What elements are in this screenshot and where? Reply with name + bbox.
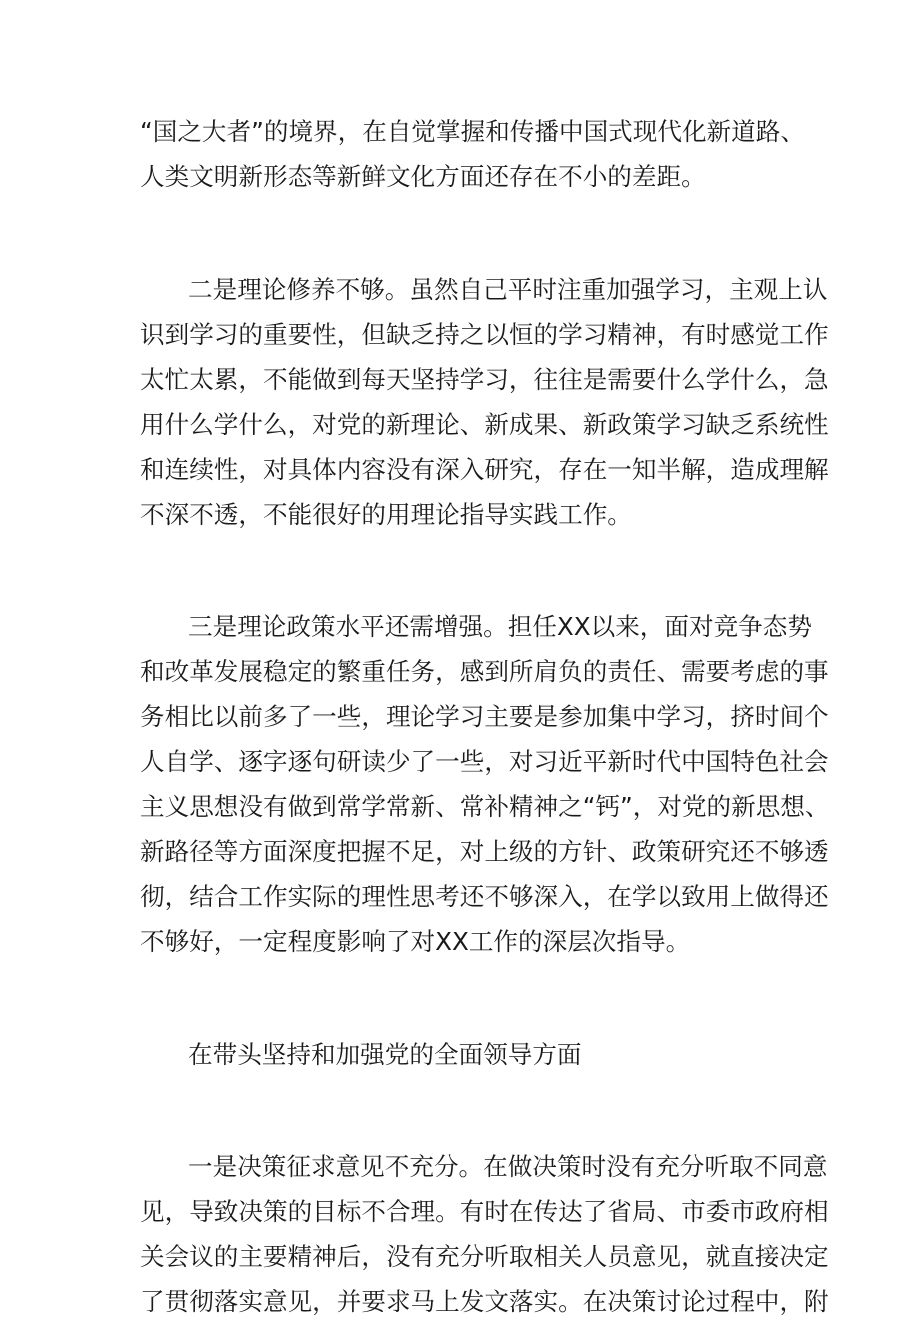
paragraph-5-line-4: 了贯彻落实意见，并要求马上发文落实。在决策讨论过程中，附 [140,1287,829,1316]
paragraph-3-line-8: 不够好，一定程度影响了对XX工作的深层次指导。 [140,927,691,956]
paragraph-3-line-2: 和改革发展稳定的繁重任务，感到所肩负的责任、需要考虑的事 [140,657,829,686]
paragraph-5-line-3: 关会议的主要精神后，没有充分听取相关人员意见，就直接决定 [140,1242,829,1271]
paragraph-2-line-2: 识到学习的重要性，但缺乏持之以恒的学习精神，有时感觉工作 [140,320,829,349]
paragraph-1-line-2: 人类文明新形态等新鲜文化方面还存在不小的差距。 [140,162,706,191]
paragraph-2-line-3: 太忙太累，不能做到每天坚持学习，往往是需要什么学什么，急 [140,365,829,394]
paragraph-3-line-3: 务相比以前多了一些，理论学习主要是参加集中学习，挤时间个 [140,702,829,731]
paragraph-2-line-4: 用什么学什么，对党的新理论、新成果、新政策学习缺乏系统性 [140,410,829,439]
paragraph-2-line-1: 二是理论修养不够。虽然自己平时注重加强学习，主观上认 [188,275,828,304]
section-heading: 在带头坚持和加强党的全面领导方面 [188,1040,582,1069]
paragraph-3-line-7: 彻，结合工作实际的理性思考还不够深入，在学以致用上做得还 [140,882,829,911]
paragraph-2-line-5: 和连续性，对具体内容没有深入研究，存在一知半解，造成理解 [140,455,829,484]
paragraph-2-line-6: 不深不透，不能很好的用理论指导实践工作。 [140,500,632,529]
paragraph-5-line-1: 一是决策征求意见不充分。在做决策时没有充分听取不同意 [188,1152,828,1181]
paragraph-3-line-4: 人自学、逐字逐句研读少了一些，对习近平新时代中国特色社会 [140,747,829,776]
paragraph-3-line-5: 主义思想没有做到常学常新、常补精神之“钙”，对党的新思想、 [140,792,830,821]
paragraph-5-line-2: 见，导致决策的目标不合理。有时在传达了省局、市委市政府相 [140,1197,829,1226]
paragraph-1-line-1: “国之大者”的境界，在自觉掌握和传播中国式现代化新道路、 [140,117,805,146]
paragraph-3-line-1: 三是理论政策水平还需增强。担任XX以来，面对竞争态势 [188,612,812,641]
paragraph-3-line-6: 新路径等方面深度把握不足，对上级的方针、政策研究还不够透 [140,837,829,866]
